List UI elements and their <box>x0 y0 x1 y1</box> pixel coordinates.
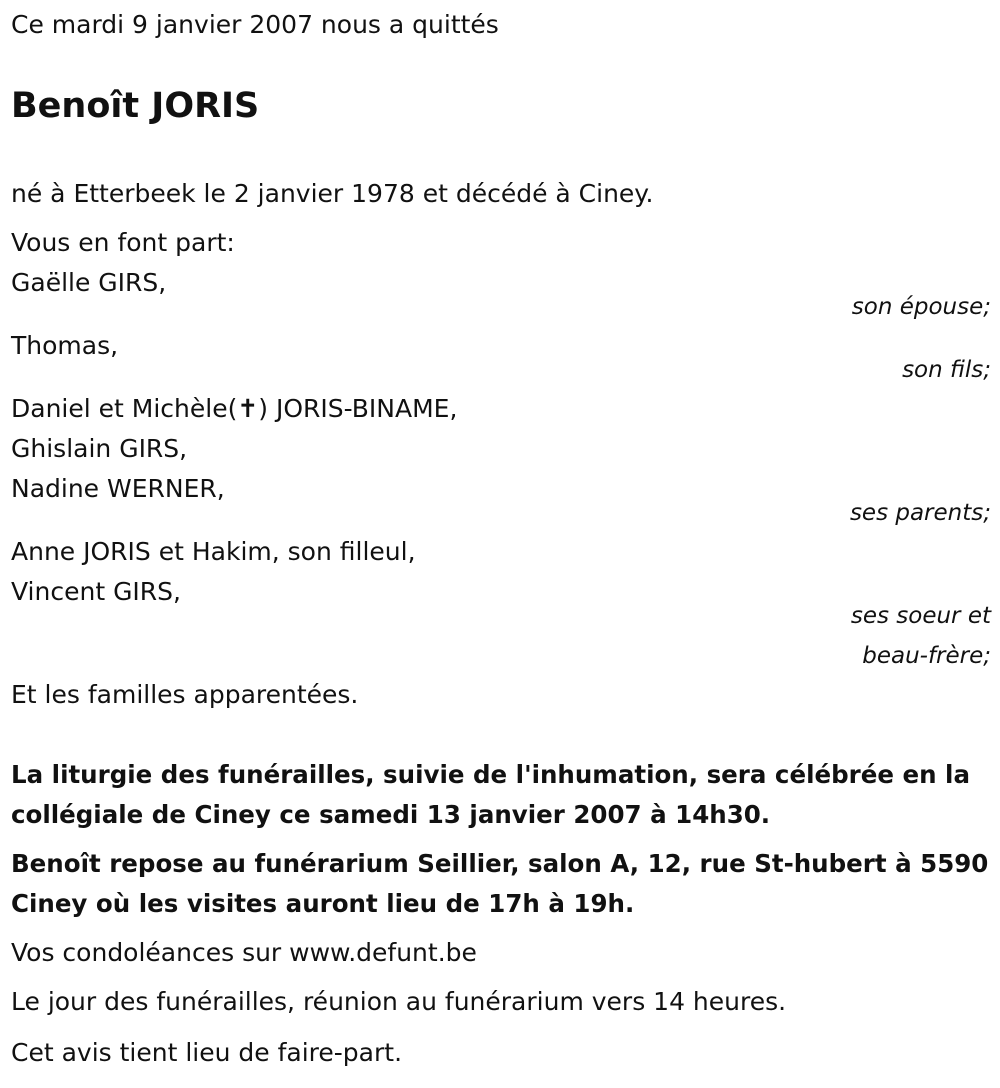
son-relation: son fils; <box>902 357 991 383</box>
parent-name: Nadine WERNER, <box>11 474 225 503</box>
condolences-text: Vos condoléances sur www.defunt.be <box>11 938 477 967</box>
siblings-relation: ses soeur et <box>850 603 991 629</box>
spouse-relation: son épouse; <box>851 294 991 320</box>
liturgy-text: La liturgie des funérailles, suivie de l'inhumation, sera célébrée en la <box>11 760 970 789</box>
funeral-home-text: Ciney où les visites auront lieu de 17h à 19h. <box>11 889 635 918</box>
intro-text: Ce mardi 9 janvier 2007 nous a quittés <box>11 10 499 39</box>
obituary-notice <box>11 0 991 1088</box>
liturgy-text: collégiale de Ciney ce samedi 13 janvier 2007 à 14h30. <box>11 800 771 829</box>
related-families: Et les familles apparentées. <box>11 680 359 709</box>
announcers-intro: Vous en font part: <box>11 228 235 257</box>
son-name: Thomas, <box>11 331 119 360</box>
sibling-name: Anne JORIS et Hakim, son filleul, <box>11 537 416 566</box>
parents-relation: ses parents; <box>849 500 991 526</box>
meeting-text: Le jour des funérailles, réunion au funérarium vers 14 heures. <box>11 987 787 1016</box>
sibling-name: Vincent GIRS, <box>11 577 181 606</box>
birth-death-text: né à Etterbeek le 2 janvier 1978 et décédé à Ciney. <box>11 179 654 208</box>
deceased-name: Benoît JORIS <box>11 86 260 126</box>
parent-name: Ghislain GIRS, <box>11 434 188 463</box>
parent-name: Daniel et Michèle(✝) JORIS-BINAME, <box>11 394 458 423</box>
siblings-relation: beau-frère; <box>862 643 991 669</box>
spouse-name: Gaëlle GIRS, <box>11 268 167 297</box>
funeral-home-text: Benoît repose au funérarium Seillier, salon A, 12, rue St-hubert à 5590 <box>11 849 989 878</box>
notice-text: Cet avis tient lieu de faire-part. <box>11 1038 403 1067</box>
